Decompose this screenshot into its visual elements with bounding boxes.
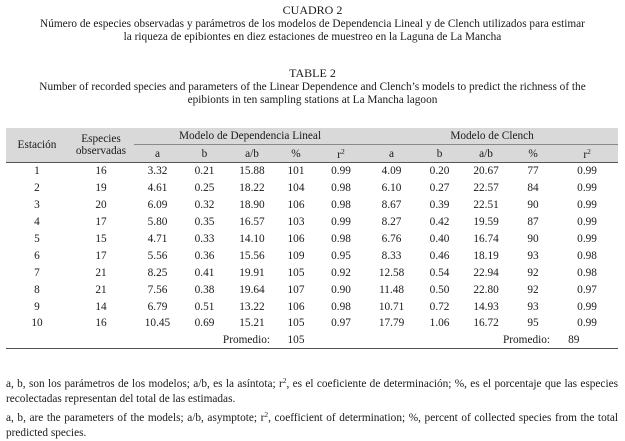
table-cell: 93 (527, 300, 539, 313)
english-caption-line-1: Number of recorded species and parameters of the Linear Dependence and Clench’s models to predict the richness of the (39, 80, 586, 93)
table-cell: 0.25 (194, 182, 215, 195)
table-cell: 0.98 (331, 182, 351, 195)
table-cell: 19.64 (239, 283, 265, 296)
table-cell: 21 (95, 283, 107, 296)
table-cell: 19 (95, 182, 107, 195)
spanish-caption-line-2: la riqueza de epibiontes en diez estaciones de muestreo en la Laguna de La Mancha (123, 31, 502, 43)
table-cell: 109 (287, 249, 305, 262)
table-cell: 3.32 (134, 163, 181, 180)
table-cell: 106 (287, 233, 305, 245)
table-cell: 0.27 (429, 182, 450, 195)
species-header: Especies observadas (75, 133, 127, 157)
table-cell: 6.79 (147, 300, 168, 313)
notes-english: a, b, are the parameters of the models; a/b, asymptote; $r^2$, coefficient of determination; %, percent of collected species from the total predicted species. (6, 410, 619, 439)
table-cell: 0.99 (556, 163, 618, 180)
table-cell: 93 (527, 249, 539, 262)
table-cell: 0.99 (577, 182, 597, 195)
table-row (6, 298, 618, 315)
promedio-linear-label: Promedio: (181, 332, 276, 349)
table-cell: 0.99 (577, 300, 597, 313)
table-cell: 14 (95, 300, 107, 313)
table-cell: 6.76 (381, 233, 402, 245)
table-cell: 105 (287, 266, 305, 279)
table-cell: 0.39 (429, 199, 450, 212)
header-row-groups (6, 128, 618, 145)
table-cell: 5.56 (147, 249, 168, 262)
table-cell: 19.59 (473, 216, 499, 229)
table-cell: 5 (34, 233, 40, 245)
table-cell: 17 (95, 249, 107, 262)
table-row (6, 247, 618, 264)
table-cell: 22.94 (473, 266, 499, 279)
table-cell: 4.09 (366, 163, 417, 180)
table-cell: 21 (95, 266, 107, 279)
table-cell: 0.35 (194, 216, 215, 229)
table-cell: 22.80 (473, 283, 499, 296)
table-cell: 22.51 (473, 199, 499, 212)
table-cell: 8 (34, 283, 40, 296)
table-cell: 0.33 (194, 233, 215, 245)
station-header: Estación (17, 139, 57, 151)
table-cell: 0.20 (417, 163, 462, 180)
table-cell: 10 (31, 317, 43, 330)
table-cell: 0.40 (429, 233, 450, 245)
linear-ab-header: a/b (245, 147, 259, 160)
table-cell: 0.98 (331, 300, 351, 313)
table-cell: 8.67 (381, 199, 402, 212)
table-cell: 6.10 (381, 182, 402, 195)
table-cell: 0.99 (577, 199, 597, 212)
table-cell: 0.38 (194, 283, 215, 296)
table-cell: 0.50 (429, 283, 450, 296)
table-cell: 0.41 (194, 266, 215, 279)
table-cell: 107 (287, 283, 305, 296)
table-cell: 0.98 (577, 266, 597, 279)
table-cell: 90 (527, 233, 539, 245)
table-row (6, 214, 618, 231)
table-cell: 4.61 (147, 182, 168, 195)
table-cell: 0.92 (331, 266, 351, 279)
table-cell: 13.22 (239, 300, 265, 313)
clench-r2-header: $r^2$ (583, 146, 591, 161)
table-cell: 0.95 (331, 249, 351, 262)
table-cell: 106 (287, 300, 305, 313)
table-notes (6, 373, 618, 441)
table-cell: 17.79 (378, 317, 405, 330)
table-cell: 104 (287, 182, 305, 195)
clench-b-header: b (436, 147, 443, 160)
table-cell: 6.09 (147, 199, 168, 212)
linear-b-header: b (201, 147, 208, 160)
table-cell: 15 (95, 233, 107, 245)
table-cell: 6 (34, 249, 40, 262)
table-cell: 9 (34, 300, 40, 313)
table-cell: 14.93 (473, 300, 499, 313)
table-cell: 105 (287, 317, 305, 330)
table-cell: 4.71 (147, 233, 168, 245)
table-cell: 92 (527, 283, 539, 296)
linear-a-header: a (154, 147, 160, 160)
table-cell: 90 (527, 199, 539, 212)
table-cell: 0.21 (181, 163, 228, 180)
promedio-row (6, 332, 618, 349)
table-cell: 7.56 (147, 283, 168, 296)
table-cell: 15.88 (228, 163, 276, 180)
table-cell: 0.42 (429, 216, 450, 229)
table-cell: 0.90 (331, 283, 351, 296)
table-cell: 2 (34, 182, 40, 195)
table-cell: 101 (276, 163, 316, 180)
table-row (6, 281, 618, 298)
clench-ab-header: a/b (479, 147, 493, 160)
table-cell: 0.97 (577, 283, 597, 296)
table-cell: 17 (95, 216, 107, 229)
clench-a-header: a (389, 147, 395, 160)
promedio-clench-label: Promedio: (462, 332, 556, 349)
notes-spanish: a, b, son los parámetros de los modelos; a/b, es la asíntota; $r^2$, es el coeficiente de determinación; %, es el porcentaje que las especies recolectadas representan del total de las estimadas. (6, 376, 618, 405)
linear-model-header: Modelo de Dependencia Lineal (134, 128, 366, 145)
species-parameters-table (6, 128, 618, 349)
table-body (6, 163, 618, 349)
table-cell: 11.48 (379, 283, 405, 296)
table-label: TABLE 2 (289, 66, 336, 80)
table-cell: 10.71 (378, 300, 405, 313)
table-cell: 7 (34, 266, 40, 279)
table-cell: 0.36 (194, 249, 215, 262)
table-cell: 0.72 (429, 300, 450, 313)
table-row (6, 231, 618, 248)
table-cell: 16 (95, 317, 107, 330)
table-cell: 0.99 (577, 216, 597, 229)
table-cell: 18.19 (473, 249, 499, 262)
table-cell: 8.27 (381, 216, 402, 229)
table-row (6, 315, 618, 332)
table-cell: 20 (95, 199, 107, 212)
table-cell: 10.45 (144, 317, 171, 330)
table-cell: 16.72 (473, 317, 499, 330)
table-cell: 14.10 (239, 233, 265, 245)
table-cell: 18.90 (239, 199, 265, 212)
table-cell: 16.74 (473, 233, 499, 245)
table-row (6, 163, 618, 180)
table-cell: 0.46 (429, 249, 450, 262)
table-cell: 0.32 (194, 199, 215, 212)
table-cell: 0.99 (331, 216, 351, 229)
table-cell: 19.91 (239, 266, 265, 279)
table-cell: 18.22 (239, 182, 265, 195)
table-cell: 12.58 (378, 266, 405, 279)
table-cell: 4 (34, 216, 40, 229)
table-cell: 0.99 (577, 317, 597, 330)
linear-pct-header: % (291, 147, 301, 160)
table-cell: 16.57 (239, 216, 265, 229)
table-cell: 5.80 (147, 216, 168, 229)
table-cell: 1.06 (429, 317, 450, 330)
table-cell: 0.97 (331, 317, 351, 330)
table-cell: 77 (510, 163, 556, 180)
clench-model-header: Modelo de Clench (366, 128, 618, 145)
table-cell: 84 (527, 182, 539, 195)
table-cell: 0.99 (316, 163, 366, 180)
table-cell: 0.69 (194, 317, 215, 330)
table-cell: 8.25 (147, 266, 168, 279)
table-cell: 92 (527, 266, 539, 279)
promedio-linear-value: 105 (276, 332, 316, 349)
english-caption (0, 67, 625, 108)
table-cell: 15.56 (239, 249, 265, 262)
table-cell: 0.54 (429, 266, 450, 279)
table-row (6, 180, 618, 197)
table-cell: 0.51 (194, 300, 215, 313)
table-cell: 0.99 (577, 233, 597, 245)
table-cell: 106 (287, 199, 305, 212)
table-cell: 8.33 (381, 249, 402, 262)
english-caption-line-2: epibionts in ten sampling stations at La Mancha lagoon (187, 94, 438, 106)
table-row (6, 264, 618, 281)
table-cell: 95 (527, 317, 539, 330)
clench-pct-header: % (528, 147, 538, 160)
cuadro-label: CUADRO 2 (282, 3, 343, 17)
table-cell: 15.21 (239, 317, 265, 330)
spanish-caption-line-1: Número de especies observadas y parámetros de los modelos de Dependencia Lineal y de Clench utilizados para estimar (40, 17, 585, 30)
table-row (6, 197, 618, 214)
table-cell: 3 (34, 199, 40, 212)
table-cell: 0.98 (331, 199, 351, 212)
empty-cell (316, 332, 462, 349)
table-cell: 20.67 (462, 163, 510, 180)
table-cell: 0.98 (577, 249, 597, 262)
table-cell: 22.57 (473, 182, 499, 195)
table-cell: 1 (6, 163, 68, 180)
spanish-caption (0, 4, 625, 45)
table-cell: 87 (527, 216, 539, 229)
empty-cell (6, 332, 181, 349)
table-cell: 0.98 (331, 233, 351, 245)
promedio-clench-value: 89 (556, 332, 618, 349)
linear-r2-header: $r^2$ (337, 146, 345, 161)
table-cell: 103 (287, 216, 305, 229)
table-cell: 16 (68, 163, 134, 180)
